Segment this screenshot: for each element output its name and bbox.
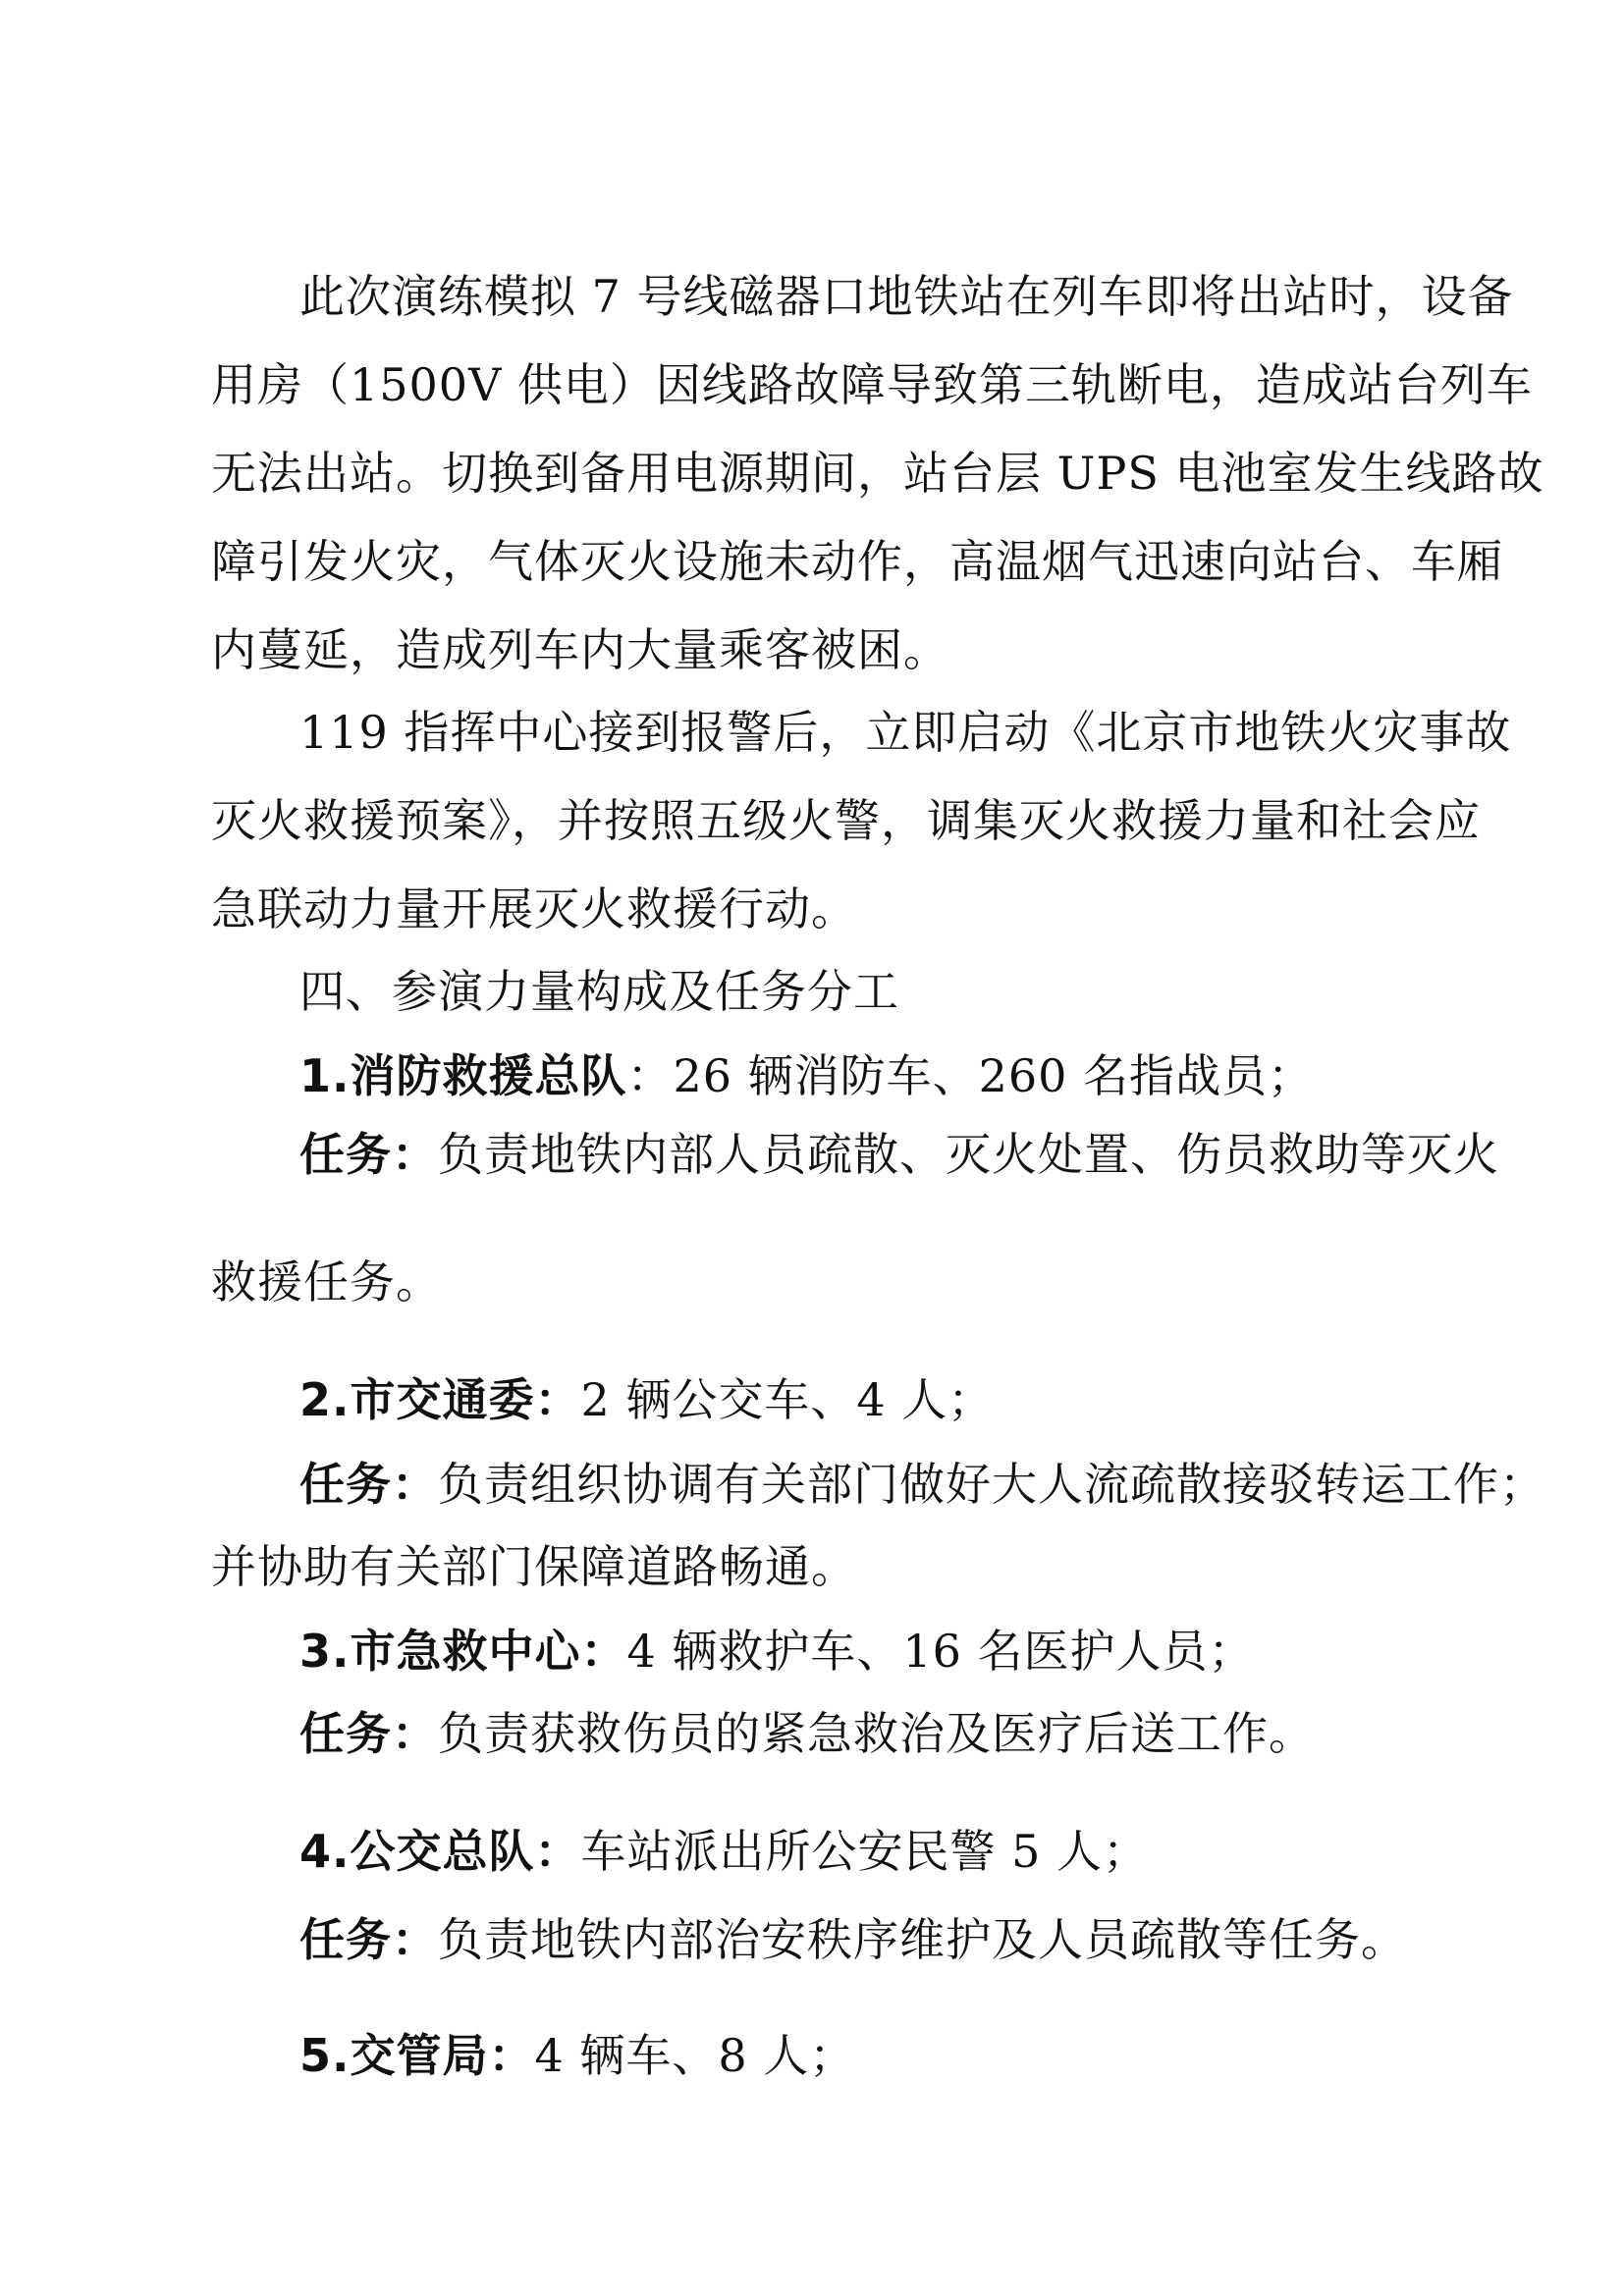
- para1-line-1: 此次演练模拟 7 号线磁器口地铁站在列车即将出站时，设备: [299, 270, 1514, 323]
- unit-1-task-line: [299, 1125, 1499, 1184]
- unit-5-sep: ：: [488, 2029, 535, 2082]
- unit-4-detail: 车站派出所公安民警 5 人；: [580, 1825, 1149, 1878]
- para1-line-5: 内蔓延，造成列车内大量乘客被困。: [211, 623, 949, 676]
- unit-2-detail: 2 辆公交车、4 人；: [580, 1373, 995, 1426]
- unit-4-line: [299, 1822, 1429, 1881]
- unit-1-line: [299, 1046, 1429, 1105]
- unit-5-line: [299, 2026, 1429, 2085]
- unit-1-task-line-2: 救援任务。: [211, 1255, 442, 1308]
- unit-3-task-label: 任务: [299, 1707, 392, 1760]
- unit-2-task-line: [299, 1455, 1545, 1514]
- unit-2-task-text: 负责组织协调有关部门做好大人流疏散接驳转运工作；: [438, 1458, 1545, 1511]
- unit-2-label: 2.市交通委: [299, 1373, 535, 1426]
- unit-1-task-sep: ：: [392, 1128, 438, 1181]
- unit-3-label: 3.市急救中心: [299, 1625, 581, 1678]
- unit-2-task-line-2: 并协助有关部门保障道路畅通。: [211, 1540, 857, 1593]
- unit-3-detail: 4 辆救护车、16 名医护人员；: [626, 1625, 1255, 1678]
- unit-1-sep: ：: [626, 1049, 674, 1102]
- unit-3-sep: ：: [580, 1625, 627, 1678]
- unit-4-task-line: [299, 1910, 1429, 1969]
- unit-5-detail: 4 辆车、8 人；: [534, 2029, 856, 2082]
- para2-line-3: 急联动力量开展灭火救援行动。: [211, 882, 857, 935]
- unit-3-task-sep: ：: [392, 1707, 438, 1760]
- unit-5-label: 5.交管局: [299, 2029, 489, 2082]
- unit-3-task-text: 负责获救伤员的紧急救治及医疗后送工作。: [438, 1707, 1315, 1760]
- unit-2-task-label: 任务: [299, 1458, 392, 1511]
- section-heading: 四、参演力量构成及任务分工: [299, 965, 899, 1018]
- unit-2-sep: ：: [534, 1373, 581, 1426]
- unit-2-task-sep: ：: [392, 1458, 438, 1511]
- unit-4-label: 4.公交总队: [299, 1825, 535, 1878]
- unit-4-task-label: 任务: [299, 1913, 392, 1966]
- unit-1-task-text: 负责地铁内部人员疏散、灭火处置、伤员救助等灭火: [438, 1128, 1499, 1181]
- para1-line-3: 无法出站。切换到备用电源期间，站台层 UPS 电池室发生线路故: [211, 447, 1544, 500]
- unit-1-label: 1.消防救援总队: [299, 1049, 627, 1102]
- unit-3-task-line: [299, 1704, 1429, 1763]
- para1-line-2: 用房（1500V 供电）因线路故障导致第三轨断电，造成站台列车: [211, 358, 1533, 411]
- unit-4-task-text: 负责地铁内部治安秩序维护及人员疏散等任务。: [438, 1913, 1407, 1966]
- para2-line-2: 灭火救援预案》，并按照五级火警，调集灭火救援力量和社会应: [211, 794, 1481, 847]
- unit-1-task-label: 任务: [299, 1128, 392, 1181]
- unit-2-line: [299, 1370, 1429, 1429]
- para1-line-4: 障引发火灾，气体灭火设施未动作，高温烟气迅速向站台、车厢: [211, 535, 1503, 588]
- unit-1-detail: 26 辆消防车、260 名指战员；: [673, 1049, 1315, 1102]
- unit-3-line: [299, 1622, 1429, 1681]
- unit-4-task-sep: ：: [392, 1913, 438, 1966]
- para2-line-1: 119 指挥中心接到报警后，立即启动《北京市地铁火灾事故: [299, 706, 1512, 759]
- unit-4-sep: ：: [534, 1825, 581, 1878]
